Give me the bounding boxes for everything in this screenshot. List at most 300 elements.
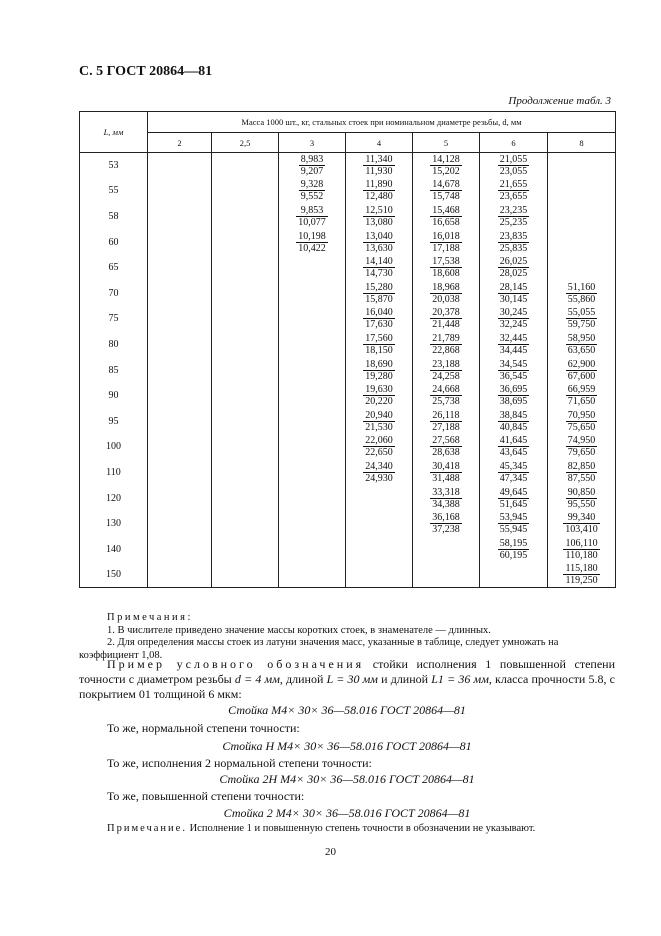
- mass-short: 70,950: [567, 409, 596, 421]
- mass-long: 15,202: [432, 166, 460, 178]
- example-text-3: и длиной: [377, 672, 432, 686]
- notes-title: Примечания:: [107, 612, 193, 623]
- mass-cell: [413, 485, 480, 511]
- mass-short: 66,959: [567, 384, 596, 396]
- mass-cell: [548, 204, 616, 230]
- mass-fraction: [363, 435, 395, 458]
- mass-cell: [279, 383, 346, 409]
- mass-cell: [346, 178, 413, 204]
- mass-short: 45,345: [499, 460, 528, 472]
- designation-3-caption: То же, исполнения 2 нормальной степени точности:: [107, 756, 372, 770]
- mass-long: 34,445: [499, 344, 528, 356]
- mass-short: 38,845: [499, 409, 528, 421]
- mass-cell: [212, 434, 279, 460]
- mass-long: 25,235: [499, 216, 528, 228]
- length-cell: 55: [80, 178, 148, 204]
- example-lead: Пример условного обозначения: [107, 657, 365, 671]
- mass-short: 33,318: [432, 486, 460, 498]
- mass-cell: [212, 306, 279, 332]
- mass-fraction: [566, 410, 598, 433]
- mass-cell: [148, 332, 212, 358]
- mass-short: 11,890: [363, 179, 395, 191]
- length-cell: 150: [80, 562, 148, 588]
- mass-fraction: [299, 154, 326, 177]
- page-number: 20: [325, 846, 336, 858]
- mass-short: 13,040: [365, 230, 393, 242]
- mass-fraction: [498, 256, 530, 279]
- mass-cell: [148, 153, 212, 179]
- mass-fraction: [430, 154, 462, 177]
- mass-short: 27,568: [432, 435, 460, 447]
- table-row: [80, 485, 616, 511]
- mass-cell: [480, 357, 548, 383]
- mass-fraction: [430, 231, 462, 254]
- mass-long: 110,180: [565, 549, 598, 561]
- mass-fraction: [363, 461, 395, 484]
- mass-long: 21,448: [432, 319, 460, 331]
- mass-fraction: [430, 384, 462, 407]
- mass-cell: [148, 255, 212, 281]
- mass-long: 22,650: [365, 447, 393, 459]
- mass-cell: [212, 562, 279, 588]
- mass-short: 19,630: [365, 384, 393, 396]
- mass-cell: [548, 460, 616, 486]
- mass-short: 34,545: [499, 358, 528, 370]
- mass-short: 58,195: [499, 537, 528, 549]
- mass-cell: [346, 460, 413, 486]
- mass-fraction: [566, 461, 598, 484]
- table-body: [80, 153, 616, 588]
- page-header: С. 5 ГОСТ 20864—81: [79, 64, 213, 79]
- mass-long: 14,730: [365, 268, 393, 280]
- mass-cell: [148, 408, 212, 434]
- mass-short: 15,280: [365, 281, 393, 293]
- mass-cell: [480, 153, 548, 179]
- mass-short: 9,328: [300, 179, 324, 191]
- mass-fraction: [563, 538, 599, 561]
- example-text-2: , длиной: [279, 672, 327, 686]
- mass-fraction: [296, 231, 328, 254]
- mass-short: 14,128: [432, 154, 460, 166]
- table-row: [80, 460, 616, 486]
- mass-short: 20,378: [432, 307, 460, 319]
- mass-fraction: [498, 179, 530, 202]
- mass-cell: [212, 153, 279, 179]
- mass-fraction: [363, 256, 395, 279]
- mass-cell: [212, 332, 279, 358]
- l-column-header: L, мм: [80, 112, 148, 153]
- mass-short: 55,055: [567, 307, 596, 319]
- mass-cell: [413, 460, 480, 486]
- mass-short: 23,835: [499, 230, 528, 242]
- length-cell: 53: [80, 153, 148, 179]
- mass-short: 106,110: [565, 537, 598, 549]
- table-row: [80, 332, 616, 358]
- mass-cell: [212, 178, 279, 204]
- mass-fraction: [299, 179, 326, 202]
- mass-cell: [413, 357, 480, 383]
- mass-long: 24,930: [365, 472, 393, 484]
- mass-cell: [548, 434, 616, 460]
- mass-long: 10,422: [298, 242, 326, 254]
- mass-cell: [480, 306, 548, 332]
- mass-cell: [212, 511, 279, 537]
- mass-long: 9,207: [300, 166, 324, 178]
- mass-long: 28,638: [432, 447, 460, 459]
- mass-fraction: [566, 307, 598, 330]
- mass-fraction: [566, 333, 598, 356]
- mass-short: 17,560: [365, 332, 393, 344]
- mass-cell: [148, 178, 212, 204]
- mass-long: 103,410: [565, 524, 598, 536]
- mass-long: 55,945: [499, 524, 528, 536]
- mass-long: 20,038: [432, 293, 460, 305]
- mass-cell: [480, 460, 548, 486]
- mass-fraction: [430, 487, 462, 510]
- length-cell: 110: [80, 460, 148, 486]
- mass-short: 16,040: [365, 307, 393, 319]
- mass-long: 36,545: [499, 370, 528, 382]
- mass-cell: [212, 229, 279, 255]
- mass-fraction: [430, 256, 462, 279]
- designation-4-caption: То же, повышенной степени точности:: [107, 789, 305, 803]
- mass-long: 22,868: [432, 344, 460, 356]
- mass-cell: [346, 153, 413, 179]
- mass-short: 11,340: [365, 154, 393, 166]
- mass-cell: [212, 485, 279, 511]
- length-cell: 100: [80, 434, 148, 460]
- mass-long: 27,188: [432, 421, 460, 433]
- example-text-1: стойки исполнения 1 повышенной степени точности с диаметром резьбы: [79, 657, 616, 686]
- mass-fraction: [363, 359, 395, 382]
- mass-long: 60,195: [499, 549, 528, 561]
- table-row: [80, 153, 616, 179]
- mass-cell: [480, 536, 548, 562]
- mass-short: 14,140: [365, 256, 393, 268]
- mass-short: 12,510: [365, 204, 393, 216]
- mass-cell: [212, 536, 279, 562]
- table-row: [80, 255, 616, 281]
- mass-short: 51,160: [567, 281, 596, 293]
- mass-short: 62,900: [567, 358, 596, 370]
- mass-long: 12,480: [365, 191, 393, 203]
- mass-long: 30,145: [499, 293, 528, 305]
- mass-long: 19,280: [365, 370, 393, 382]
- example-text-4: , класса прочности 5.8, с покрытием 01 толщиной 6 мкм:: [79, 672, 615, 701]
- notes: [79, 612, 615, 662]
- designation-2: Стойка Н М4× 30× 36—58.016 ГОСТ 20864—81: [222, 739, 472, 753]
- mass-cell: [346, 511, 413, 537]
- mass-short: 36,168: [432, 512, 460, 524]
- length-cell: 130: [80, 511, 148, 537]
- mass-cell: [279, 434, 346, 460]
- mass-cell: [480, 485, 548, 511]
- mass-long: 55,860: [567, 293, 596, 305]
- mass-short: 8,983: [300, 154, 324, 166]
- mass-cell: [480, 178, 548, 204]
- mass-cell: [413, 178, 480, 204]
- mass-fraction: [430, 410, 462, 433]
- mass-cell: [480, 383, 548, 409]
- mass-fraction: [498, 487, 530, 510]
- mass-fraction: [363, 384, 395, 407]
- diameter-header: 5: [413, 133, 480, 153]
- mass-cell: [548, 332, 616, 358]
- mass-cell: [548, 357, 616, 383]
- mass-cell: [148, 562, 212, 588]
- mass-cell: [346, 536, 413, 562]
- diameter-header: 4: [346, 133, 413, 153]
- mass-short: 22,060: [365, 435, 393, 447]
- mass-short: 41,645: [499, 435, 528, 447]
- table-row: [80, 562, 616, 588]
- mass-cell: [548, 178, 616, 204]
- mass-long: 15,870: [365, 293, 393, 305]
- mass-cell: [346, 332, 413, 358]
- table-continuation-label: Продолжение табл. 3: [508, 95, 611, 107]
- mass-short: 21,789: [432, 332, 460, 344]
- diameter-header: 2: [148, 133, 212, 153]
- note-2: 2. Для определения массы стоек из латуни значения масс, указанные в таблице, следует умножать на коэффициент 1,08.: [79, 637, 559, 661]
- mass-cell: [548, 536, 616, 562]
- mass-fraction: [430, 359, 462, 382]
- length-cell: 75: [80, 306, 148, 332]
- mass-long: 25,835: [499, 242, 528, 254]
- mass-short: 9,853: [296, 205, 328, 217]
- mass-short: 58,950: [567, 332, 596, 344]
- mass-short: 14,678: [432, 179, 460, 191]
- mass-fraction: [498, 538, 530, 561]
- mass-short: 74,950: [567, 435, 596, 447]
- mass-fraction: [566, 384, 598, 407]
- mass-fraction: [430, 435, 462, 458]
- mass-long: 17,630: [365, 319, 393, 331]
- table-row: [80, 178, 616, 204]
- length-cell: 58: [80, 204, 148, 230]
- length-cell: 85: [80, 357, 148, 383]
- table-row: [80, 306, 616, 332]
- diameter-header: 6: [480, 133, 548, 153]
- mass-cell: [148, 306, 212, 332]
- mass-cell: [480, 332, 548, 358]
- mass-short: 24,340: [365, 460, 393, 472]
- mass-cell: [548, 383, 616, 409]
- mass-long: 79,650: [567, 447, 596, 459]
- length-cell: 80: [80, 332, 148, 358]
- mass-short: 23,235: [499, 204, 528, 216]
- mass-cell: [548, 306, 616, 332]
- table-row: [80, 204, 616, 230]
- table-row: [80, 536, 616, 562]
- mass-cell: [480, 280, 548, 306]
- mass-cell: [346, 255, 413, 281]
- mass-short: 16,018: [432, 230, 460, 242]
- mass-cell: [480, 562, 548, 588]
- mass-cell: [346, 408, 413, 434]
- mass-short: 49,645: [499, 486, 528, 498]
- mass-long: 37,238: [432, 524, 460, 536]
- mass-cell: [148, 434, 212, 460]
- length-cell: 120: [80, 485, 148, 511]
- mass-cell: [279, 332, 346, 358]
- designation-2-caption: То же, нормальной степени точности:: [107, 721, 300, 735]
- mass-cell: [279, 485, 346, 511]
- mass-cell: [346, 485, 413, 511]
- designation-4: Стойка 2 М4× 30× 36—58.016 ГОСТ 20864—81: [223, 806, 471, 820]
- mass-long: 71,650: [567, 396, 596, 408]
- mass-fraction: [498, 512, 530, 535]
- mass-short: 20,940: [365, 409, 393, 421]
- mass-long: 24,258: [432, 370, 460, 382]
- mass-cell: [413, 153, 480, 179]
- mass-cell: [480, 204, 548, 230]
- mass-cell: [212, 408, 279, 434]
- mass-cell: [548, 511, 616, 537]
- mass-fraction: [430, 282, 462, 305]
- mass-cell: [148, 280, 212, 306]
- mass-short: 115,180: [565, 563, 598, 575]
- mass-short: 30,418: [432, 460, 460, 472]
- mass-group-header: Масса 1000 шт., кг, стальных стоек при номинальном диаметре резьбы, d, мм: [148, 112, 616, 133]
- diameter-header: 2,5: [212, 133, 279, 153]
- mass-cell: [548, 280, 616, 306]
- mass-cell: [148, 536, 212, 562]
- mass-cell: [279, 229, 346, 255]
- mass-fraction: [566, 359, 598, 382]
- mass-cell: [279, 255, 346, 281]
- example-d: d = 4 мм: [234, 672, 280, 686]
- mass-cell: [212, 383, 279, 409]
- mass-fraction: [430, 179, 462, 202]
- mass-cell: [148, 460, 212, 486]
- mass-short: 26,025: [499, 256, 528, 268]
- mass-long: 119,250: [565, 575, 598, 587]
- mass-cell: [413, 511, 480, 537]
- mass-cell: [279, 408, 346, 434]
- mass-fraction: [498, 435, 530, 458]
- mass-long: 43,645: [499, 447, 528, 459]
- mass-short: 30,245: [499, 307, 528, 319]
- mass-cell: [346, 306, 413, 332]
- mass-long: 17,188: [432, 242, 460, 254]
- mass-long: 63,650: [567, 344, 596, 356]
- mass-long: 9,552: [300, 191, 324, 203]
- mass-cell: [148, 511, 212, 537]
- example-l1: L1 = 36 мм: [431, 672, 489, 686]
- mass-fraction: [363, 333, 395, 356]
- mass-short: 21,055: [499, 154, 528, 166]
- note-1: 1. В числителе приведено значение массы коротких стоек, в знаменателе — длинных.: [107, 624, 491, 636]
- mass-fraction: [498, 461, 530, 484]
- mass-long: 87,550: [567, 472, 596, 484]
- mass-fraction: [498, 333, 530, 356]
- mass-long: 47,345: [499, 472, 528, 484]
- mass-cell: [279, 153, 346, 179]
- mass-cell: [212, 204, 279, 230]
- mass-long: 25,738: [432, 396, 460, 408]
- mass-long: 10,077: [298, 216, 326, 228]
- mass-fraction: [363, 154, 394, 177]
- mass-fraction: [296, 205, 328, 228]
- length-cell: 60: [80, 229, 148, 255]
- table-row: [80, 383, 616, 409]
- mass-cell: [279, 511, 346, 537]
- mass-fraction: [430, 307, 462, 330]
- mass-long: 15,748: [432, 191, 460, 203]
- mass-fraction: [566, 435, 598, 458]
- mass-short: 28,145: [499, 281, 528, 293]
- mass-cell: [279, 204, 346, 230]
- mass-long: 13,080: [365, 216, 393, 228]
- mass-fraction: [498, 231, 530, 254]
- mass-cell: [413, 408, 480, 434]
- mass-fraction: [498, 410, 530, 433]
- mass-cell: [279, 460, 346, 486]
- mass-long: 13,630: [365, 242, 393, 254]
- mass-short: 26,118: [430, 410, 462, 422]
- table-row: [80, 280, 616, 306]
- mass-cell: [279, 562, 346, 588]
- mass-fraction: [498, 154, 530, 177]
- length-cell: 65: [80, 255, 148, 281]
- mass-cell: [346, 434, 413, 460]
- mass-fraction: [563, 563, 599, 586]
- mass-cell: [548, 255, 616, 281]
- mass-long: 59,750: [567, 319, 596, 331]
- mass-fraction: [430, 333, 462, 356]
- example-paragraph: [79, 657, 615, 702]
- mass-cell: [279, 357, 346, 383]
- mass-short: 53,945: [499, 512, 528, 524]
- final-note-text: Исполнение 1 и повышенную степень точности в обозначении не указывают.: [186, 823, 536, 834]
- mass-short: 18,968: [432, 281, 460, 293]
- length-cell: 70: [80, 280, 148, 306]
- mass-long: 28,025: [499, 268, 528, 280]
- mass-long: 16,658: [432, 216, 460, 228]
- mass-cell: [279, 536, 346, 562]
- mass-cell: [212, 255, 279, 281]
- length-cell: 90: [80, 383, 148, 409]
- mass-fraction: [430, 512, 462, 535]
- mass-fraction: [498, 205, 530, 228]
- mass-cell: [279, 306, 346, 332]
- mass-cell: [548, 485, 616, 511]
- mass-long: 38,695: [499, 396, 528, 408]
- table-row: [80, 229, 616, 255]
- mass-cell: [212, 357, 279, 383]
- length-cell: 95: [80, 408, 148, 434]
- mass-long: 23,655: [499, 191, 528, 203]
- mass-short: 17,538: [432, 256, 460, 268]
- mass-cell: [480, 511, 548, 537]
- mass-long: 34,388: [432, 498, 460, 510]
- mass-long: 23,055: [499, 166, 528, 178]
- mass-fraction: [498, 359, 530, 382]
- mass-cell: [413, 536, 480, 562]
- mass-long: 21,530: [365, 421, 393, 433]
- mass-cell: [413, 280, 480, 306]
- mass-short: 36,695: [499, 384, 528, 396]
- mass-cell: [346, 383, 413, 409]
- mass-table: [79, 111, 616, 588]
- mass-fraction: [566, 487, 598, 510]
- mass-cell: [548, 229, 616, 255]
- mass-cell: [212, 280, 279, 306]
- final-note-lead: Примечание.: [107, 823, 187, 834]
- mass-cell: [148, 204, 212, 230]
- mass-cell: [413, 229, 480, 255]
- mass-short: 18,690: [365, 358, 393, 370]
